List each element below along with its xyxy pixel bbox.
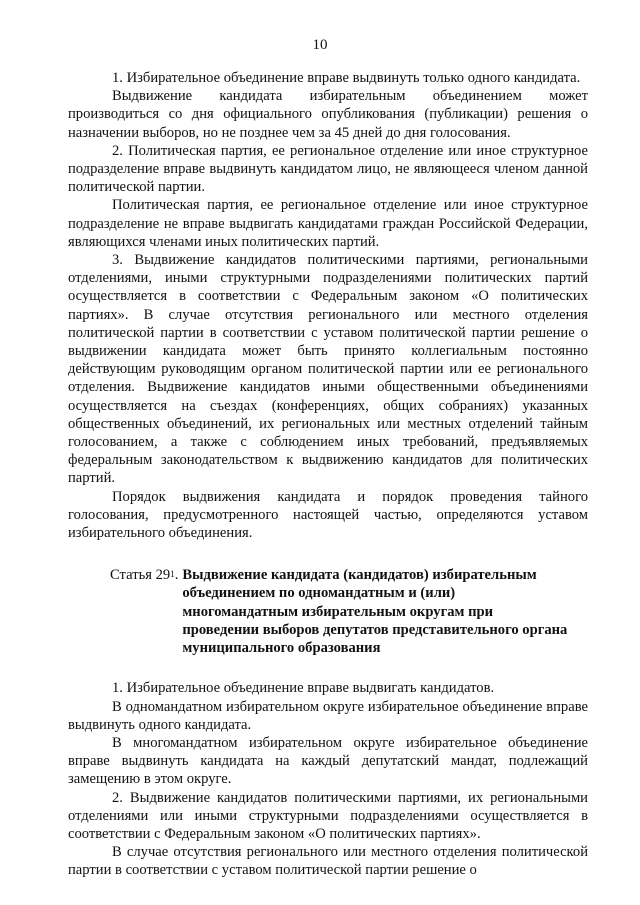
paragraph: 1. Избирательное объединение вправе выдвинуть только одного кандидата.	[112, 70, 581, 86]
paragraph: 1. Избирательное объединение вправе выдвигать кандидатов.	[112, 680, 495, 697]
article-label-text: Статья 29	[110, 567, 171, 584]
paragraph: Политическая партия, ее региональное отделение или иное структурное подразделение не вправе выдвигать кандидатами граждан Российской Федерации, являющихся членами иных политических партий.	[68, 197, 588, 250]
paragraph: 2. Выдвижение кандидатов политическими партиями, их региональными отделениями или иными структурными подразделениями осуществляется в соответствии с Федеральным законом «О политических партиях».	[68, 789, 588, 842]
article-label-suffix: .	[174, 567, 179, 584]
article-label-superscript: 1	[170, 569, 175, 580]
paragraph: Порядок выдвижения кандидата и порядок проведения тайного голосования, предусмотренного настоящей частью, определяются уставом избирательного объединения.	[68, 488, 588, 542]
paragraph: В случае отсутствия регионального или местного отделения политической партии в соответствии с уставом политической партии решение о	[68, 844, 588, 879]
paragraph: В многомандатном избирательном округе избирательное объединение вправе выдвинуть кандидата на каждый депутатский мандат, подлежащий замещению в этом округе.	[68, 734, 588, 788]
paragraph: 3. Выдвижение кандидатов политическими партиями, региональными отделениями, иными структурными подразделениями политических партий осуществляется в соответствии с Федеральным законом «О политических партиях». В случае отсутствия регионального или местного отделения политической партии в соответствии с уставом политической партии решение о выдвижении кандидата может быть принято коллегиальным постоянно действующим руководящим органом политической партии или ее регионального отделения. Выдвижение кандидатов иными общественными объединениями осуществляется на съездах (конференциях, общих собраниях) указанных общественных объединений, их региональных или местных отделений тайным голосованием, а также с соблюдением иных требований, предъявляемых федеральным законодательством к выдвижению кандидатов для политических партий.	[68, 252, 588, 487]
paragraph: В одномандатном избирательном округе избирательное объединение вправе выдвинуть одного кандидата.	[68, 698, 588, 733]
page-number: 10	[312, 37, 328, 53]
article-heading	[68, 566, 588, 657]
article-number	[68, 566, 178, 657]
document-body	[68, 69, 588, 880]
article-title: Выдвижение кандидата (кандидатов) избирательным объединением по одномандатным и (или) многомандатным избирательным округам при проведении выборов депутатов представительного органа муниципального образования	[182, 567, 568, 657]
paragraph: Выдвижение кандидата избирательным объединением может производиться со дня официального опубликования (публикации) решения о назначении выборов, но не позднее чем за 45 дней до дня голосования.	[68, 88, 588, 141]
paragraph: 2. Политическая партия, ее региональное отделение или иное структурное подразделение вправе выдвинуть кандидатом лицо, не являющееся членом данной политической партии.	[68, 142, 588, 196]
